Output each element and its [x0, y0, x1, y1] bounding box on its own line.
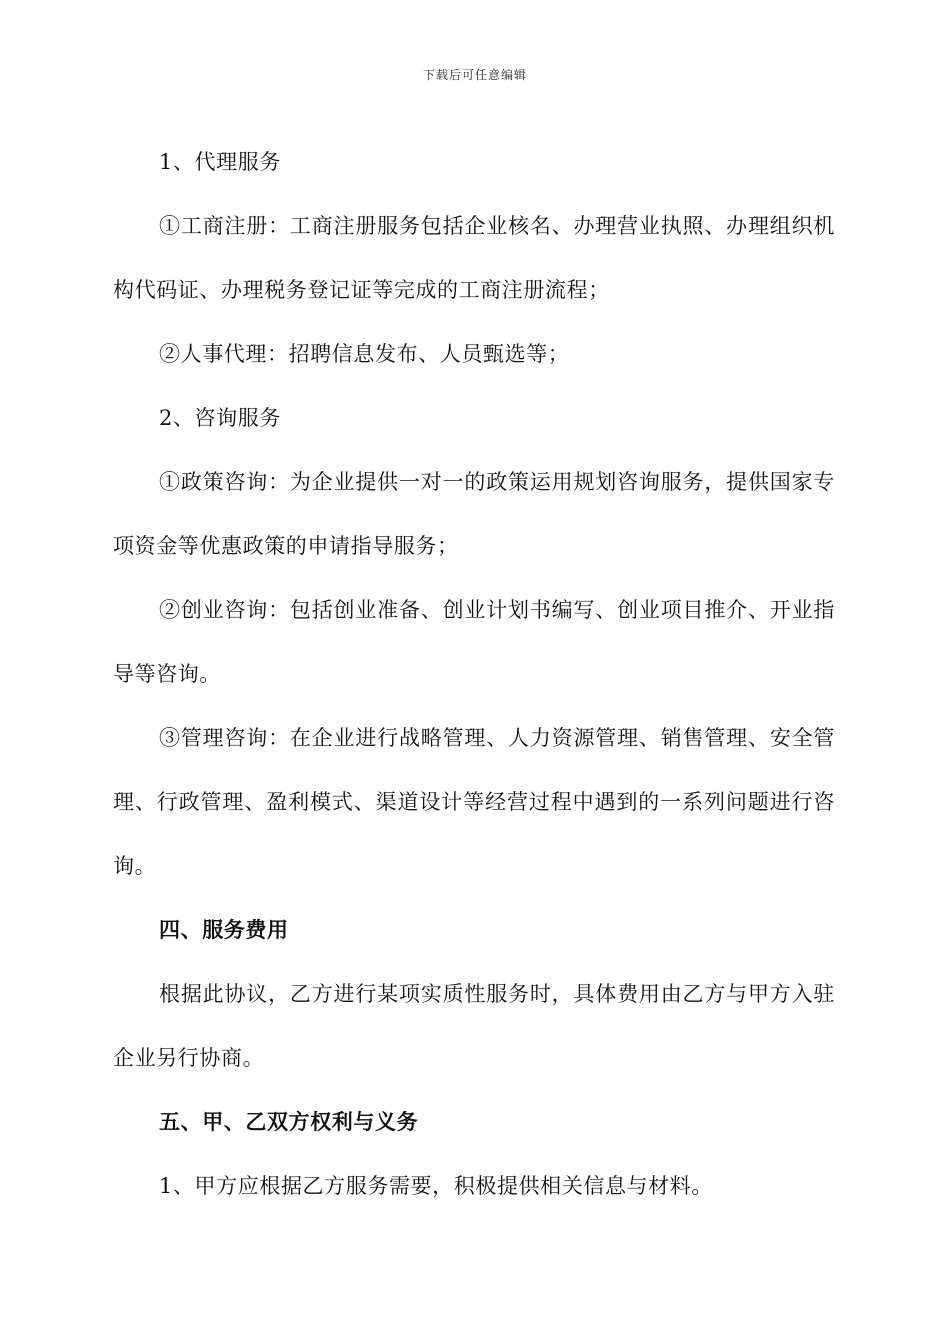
page-header-note: 下载后可任意编辑 — [422, 68, 527, 82]
section-heading-rights-obligations: 五、甲、乙双方权利与义务 — [159, 1110, 419, 1134]
paragraph-startup-consulting: ②创业咨询：包括创业准备、创业计划书编写、创业项目推介、开业指导等咨询。 — [113, 598, 835, 686]
paragraph-business-registration: ①工商注册：工商注册服务包括企业核名、办理营业执照、办理组织机构代码证、办理税务登记证等完成的工商注册流程； — [113, 214, 835, 302]
paragraph-party-a-obligation: 1、甲方应根据乙方服务需要，积极提供相关信息与材料。 — [159, 1174, 713, 1198]
paragraph-consulting-services-title: 2、咨询服务 — [159, 406, 281, 430]
paragraph-policy-consulting: ①政策咨询：为企业提供一对一的政策运用规划咨询服务，提供国家专项资金等优惠政策的申请指导服务； — [113, 470, 835, 558]
paragraph-management-consulting: ③管理咨询：在企业进行战略管理、人力资源管理、销售管理、安全管理、行政管理、盈利模式、渠道设计等经营过程中遇到的一系列问题进行咨询。 — [113, 726, 835, 878]
paragraph-service-fees: 根据此协议，乙方进行某项实质性服务时，具体费用由乙方与甲方入驻企业另行协商。 — [113, 982, 835, 1070]
section-heading-service-fees: 四、服务费用 — [159, 918, 289, 942]
document-body — [113, 130, 835, 1218]
paragraph-agency-services-title: 1、代理服务 — [159, 150, 281, 174]
paragraph-personnel-agency: ②人事代理：招聘信息发布、人员甄选等； — [159, 342, 570, 366]
